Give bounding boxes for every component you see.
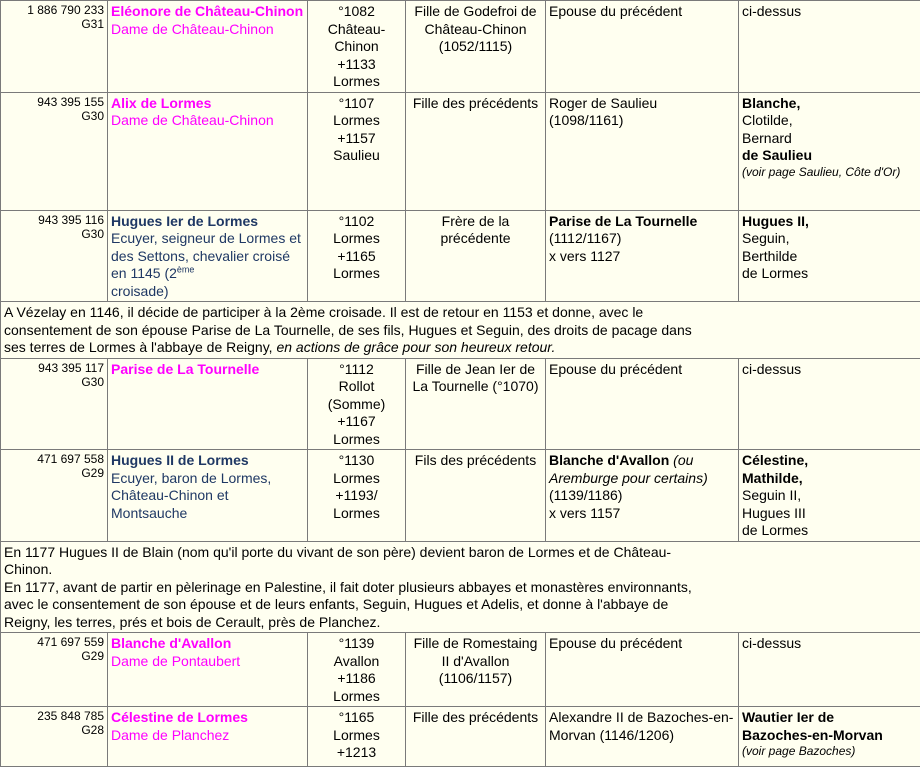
spouse-name: Parise de La Tournelle	[549, 213, 735, 231]
children-cell	[739, 633, 920, 707]
sosa-number: 943 395 117	[4, 361, 104, 375]
date-line: Lormes	[311, 727, 402, 745]
dates-cell	[308, 707, 406, 767]
narrative-line: En 1177, avant de partir en pèlerinage en Palestine, il fait doter plusieurs abbayes et monastères environnants,	[4, 579, 917, 597]
date-line: Lormes	[311, 505, 402, 523]
narrative-line: En 1177 Hugues II de Blain (nom qu'il porte du vivant de son père) devient baron de Lormes et de Château-	[4, 544, 917, 562]
children-note: (voir page Saulieu, Côte d'Or)	[742, 165, 917, 180]
person-name: Eléonore de Château-Chinon	[111, 3, 304, 21]
child-name: Berthilde	[742, 248, 917, 266]
child-name: Wautier Ier de	[742, 709, 917, 727]
date-line: °1130	[311, 452, 402, 470]
children-cell	[739, 450, 920, 542]
sosa-number: 943 395 155	[4, 95, 104, 109]
sosa-number: 235 848 785	[4, 709, 104, 723]
sosa-cell	[1, 358, 108, 450]
sosa-number: 471 697 558	[4, 452, 104, 466]
table-row	[1, 450, 920, 542]
date-line: Rollot	[311, 378, 402, 396]
child-name: Seguin II,	[742, 487, 917, 505]
person-title: Dame de Planchez	[111, 727, 304, 745]
children-cell	[739, 1, 920, 93]
generation-label: G29	[4, 649, 104, 663]
person-name: Hugues Ier de Lormes	[111, 213, 304, 231]
dates-cell	[308, 633, 406, 707]
date-line: °1102	[311, 213, 402, 231]
children-cell	[739, 92, 920, 210]
child-name: Mathilde,	[742, 470, 917, 488]
parents-text: Fille de Jean Ier de La Tournelle (°1070)	[413, 361, 539, 395]
child-name: Seguin,	[742, 230, 917, 248]
spouse-line: (1112/1167)	[549, 230, 735, 248]
date-line: Lormes	[311, 431, 402, 449]
child-name: de Lormes	[742, 265, 917, 283]
date-line: °1112	[311, 361, 402, 379]
generation-label: G30	[4, 375, 104, 389]
child-name: Bazoches-en-Morvan	[742, 727, 917, 745]
sosa-cell	[1, 1, 108, 93]
person-name: Alix de Lormes	[111, 95, 304, 113]
spouse-note: (ou Aremburge pour certains)	[549, 452, 708, 486]
narrative-row	[1, 541, 920, 633]
narrative-line: Reigny, les terres, prés et bois de Cerault, près de Planchez.	[4, 614, 917, 632]
child-name: de Saulieu	[742, 147, 917, 165]
person-name: Hugues II de Lormes	[111, 452, 304, 470]
dates-cell	[308, 1, 406, 93]
date-line: Avallon	[311, 653, 402, 671]
person-cell	[108, 450, 308, 542]
person-title: Dame de Château-Chinon	[111, 112, 304, 130]
table-row	[1, 633, 920, 707]
dates-cell	[308, 92, 406, 210]
child-name: Hugues II,	[742, 213, 917, 231]
dates-cell	[308, 450, 406, 542]
parents-cell	[406, 210, 546, 302]
table-row	[1, 1, 920, 93]
narrative-line: consentement de son épouse Parise de La Tournelle, de ses fils, Hugues et Seguin, des droits de pacage dans	[4, 322, 917, 340]
children-cell	[739, 358, 920, 450]
spouse-text: Epouse du précédent	[549, 3, 682, 19]
date-line: °1107	[311, 95, 402, 113]
date-line: +1186	[311, 670, 402, 688]
date-line: Saulieu	[311, 147, 402, 165]
table-row	[1, 92, 920, 210]
sosa-number: 943 395 116	[4, 213, 104, 227]
children-cell	[739, 210, 920, 302]
parents-text: Fille de Godefroi de Château-Chinon (1052/1115)	[414, 3, 536, 54]
date-line: (Somme)	[311, 396, 402, 414]
date-line: Lormes	[311, 73, 402, 91]
narrative-cell	[1, 541, 920, 633]
spouse-name: Blanche d'Avallon	[549, 452, 669, 468]
sosa-number: 471 697 559	[4, 635, 104, 649]
narrative-line: ses terres de Lormes à l'abbaye de Reigny, en actions de grâce pour son heureux retour.	[4, 339, 917, 357]
parents-cell	[406, 1, 546, 93]
child-name: Célestine,	[742, 452, 917, 470]
date-line: Lormes	[311, 230, 402, 248]
date-line: +1213	[311, 744, 402, 762]
date-line: Lormes	[311, 688, 402, 706]
child-name: de Lormes	[742, 522, 917, 540]
parents-cell	[406, 633, 546, 707]
person-cell	[108, 358, 308, 450]
spouse-cell	[546, 92, 739, 210]
date-line: Château-Chinon	[311, 21, 402, 56]
person-title: Ecuyer, baron de Lormes, Château-Chinon et Montsauche	[111, 470, 304, 523]
parents-text: Frère de la précédente	[440, 213, 510, 247]
sosa-cell	[1, 707, 108, 767]
person-cell	[108, 1, 308, 93]
parents-cell	[406, 358, 546, 450]
children-text: ci-dessus	[742, 3, 801, 19]
table-row	[1, 358, 920, 450]
parents-cell	[406, 92, 546, 210]
parents-cell	[406, 450, 546, 542]
person-cell	[108, 210, 308, 302]
person-cell	[108, 707, 308, 767]
date-line: °1082	[311, 3, 402, 21]
spouse-text: Epouse du précédent	[549, 635, 682, 651]
spouse-line: (1139/1186)	[549, 487, 735, 505]
spouse-cell	[546, 358, 739, 450]
person-title: Dame de Pontaubert	[111, 653, 304, 671]
sosa-cell	[1, 450, 108, 542]
person-name: Célestine de Lormes	[111, 709, 304, 727]
child-name: Blanche,	[742, 95, 917, 113]
spouse-line: x vers 1127	[549, 248, 735, 266]
child-name: Bernard	[742, 130, 917, 148]
generation-label: G28	[4, 723, 104, 737]
narrative-line: Chinon.	[4, 561, 917, 579]
dates-cell	[308, 210, 406, 302]
spouse-text: Roger de Saulieu (1098/1161)	[549, 95, 657, 129]
date-line: +1167	[311, 413, 402, 431]
person-cell	[108, 633, 308, 707]
dates-cell	[308, 358, 406, 450]
date-line: +1133	[311, 56, 402, 74]
table-row	[1, 210, 920, 302]
spouse-cell	[546, 707, 739, 767]
date-line: Lormes	[311, 470, 402, 488]
generation-label: G31	[4, 17, 104, 31]
sosa-cell	[1, 210, 108, 302]
narrative-line: avec le consentement de son épouse et de leurs enfants, Seguin, Hugues et Adelis, et donne à l'abbaye de	[4, 596, 917, 614]
child-name: Hugues III	[742, 505, 917, 523]
children-text: ci-dessus	[742, 361, 801, 377]
person-cell	[108, 92, 308, 210]
spouse-cell	[546, 1, 739, 93]
parents-text: Fils des précédents	[415, 452, 536, 468]
sosa-cell	[1, 92, 108, 210]
sosa-cell	[1, 633, 108, 707]
date-line: °1139	[311, 635, 402, 653]
parents-text: Fille des précédents	[413, 95, 538, 111]
spouse-cell	[546, 633, 739, 707]
parents-cell	[406, 707, 546, 767]
narrative-cell	[1, 302, 920, 359]
spouse-text: Alexandre II de Bazoches-en-Morvan (1146/1206)	[549, 709, 733, 743]
child-name: Clotilde,	[742, 112, 917, 130]
spouse-line: x vers 1157	[549, 505, 735, 523]
generation-label: G30	[4, 109, 104, 123]
person-title: Dame de Château-Chinon	[111, 21, 304, 39]
spouse-text: Epouse du précédent	[549, 361, 682, 377]
children-cell	[739, 707, 920, 767]
narrative-row	[1, 302, 920, 359]
person-name: Parise de La Tournelle	[111, 361, 304, 379]
children-note: (voir page Bazoches)	[742, 744, 917, 759]
date-line: +1157	[311, 130, 402, 148]
narrative-line: A Vézelay en 1146, il décide de participer à la 2ème croisade. Il est de retour en 1153 et donne, avec le	[4, 304, 917, 322]
person-name: Blanche d'Avallon	[111, 635, 304, 653]
date-line: °1165	[311, 709, 402, 727]
generation-label: G30	[4, 227, 104, 241]
date-line: Lormes	[311, 265, 402, 283]
person-title: Ecuyer, seigneur de Lormes et des Settons, chevalier croisé en 1145 (2ème croisade)	[111, 230, 304, 300]
parents-text: Fille des précédents	[413, 709, 538, 725]
date-line: +1193/	[311, 487, 402, 505]
children-text: ci-dessus	[742, 635, 801, 651]
sosa-number: 1 886 790 233	[4, 3, 104, 17]
parents-text: Fille de Romestaing II d'Avallon (1106/1157)	[414, 635, 538, 686]
spouse-cell	[546, 210, 739, 302]
spouse-cell	[546, 450, 739, 542]
date-line: Lormes	[311, 112, 402, 130]
superscript: ème	[177, 264, 195, 274]
date-line: +1165	[311, 248, 402, 266]
generation-label: G29	[4, 466, 104, 480]
table-row	[1, 707, 920, 767]
